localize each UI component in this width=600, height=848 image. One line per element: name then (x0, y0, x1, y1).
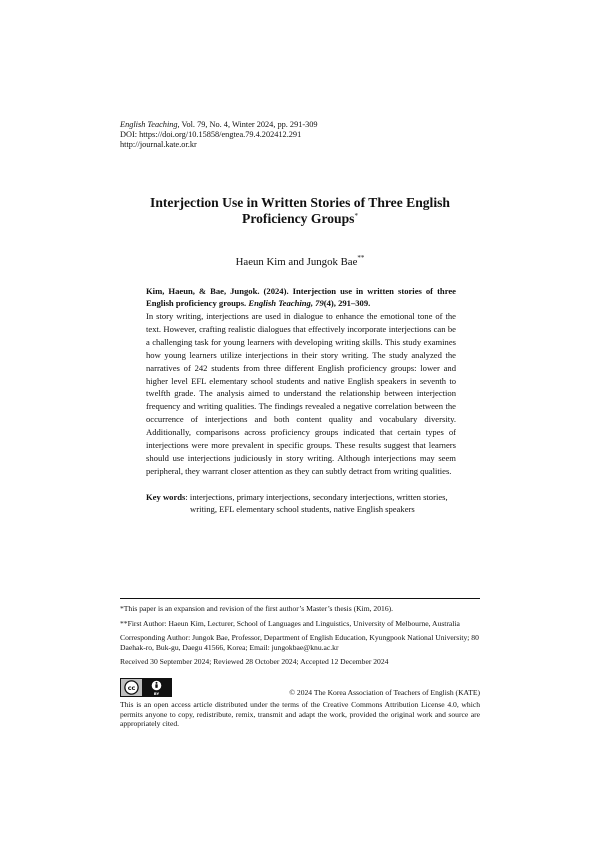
author-names: Haeun Kim and Jungok Bae (235, 256, 358, 268)
copyright-notice: © 2024 The Korea Association of Teachers of English (KATE) (289, 688, 480, 697)
journal-issue: , Vol. 79, No. 4, Winter 2024, pp. 291-309 (177, 120, 318, 129)
license-row (120, 678, 480, 698)
keywords-line-2: writing, EFL elementary school students, native English speakers (190, 504, 415, 515)
title-line-1: Interjection Use in Written Stories of Three English (150, 195, 450, 210)
footnote-corresponding-author: Corresponding Author: Jungok Bae, Professor, Department of English Education, Kyungpook National University; 80 Daehak-ro, Buk-gu, Daegu 41566, Korea; Email: jungokbae@knu.ac.kr (120, 633, 479, 652)
cc-logo-icon (121, 679, 142, 696)
recommended-citation (146, 285, 456, 310)
abstract-text: In story writing, interjections are used in dialogue to enhance the emotional tone of the text. However, crafting realistic dialogues that effectively incorporate interjections can be a challenging task for young learners with developing writing skills. This study examines how young learners utilize interjections in their story writing. The study analyzed the narratives of 242 students from three different English proficiency groups: lower and higher level EFL elementary school students and native English speakers in seventh to twelfth grade. The analysis aimed to understand the relationship between interjection frequency and writing qualities. The findings revealed a negative correlation between the occurrence of interjections and both content quality and vocabulary diversity. Additionally, comparisons across proficiency groups indicated that certain types of interjections were more prevalent in specific groups. These results suggest that learners should use interjections judiciously in story writing. Although interjections may seem peripheral, they warrant closer attention as they can subtly detract from writing qualities. (146, 311, 456, 476)
license-statement: This is an open access article distributed under the terms of the Creative Commons Attribution License 4.0, which permits anyone to copy, redistribute, remix, transmit and adapt the work, provided the original work and source are appropriately cited. (120, 700, 480, 729)
author-line (120, 256, 480, 268)
attribution-person-icon (142, 679, 171, 696)
keywords (146, 491, 456, 516)
by-label: BY (153, 692, 160, 696)
author-footnote-mark: ** (357, 254, 365, 262)
keywords-label: Key words (146, 492, 186, 502)
cc-logo-text: cc (127, 684, 136, 692)
keywords-line-1: : interjections, primary interjections, secondary interjections, written stories, (185, 492, 448, 502)
cc-by-badge (120, 678, 172, 697)
title-line-2-text: Proficiency Groups (242, 210, 355, 226)
citation-journal: English Teaching, 79 (248, 298, 324, 309)
journal-citation-line (120, 120, 480, 130)
title-line-2 (120, 211, 480, 227)
footnote-first-author: **First Author: Haeun Kim, Lecturer, School of Languages and Linguistics, University of Melbourne, Australia (120, 618, 460, 628)
citation-suffix: (4), 291–309. (323, 298, 371, 309)
citation-prefix: Kim, Haeun, & Bae, Jungok. (2024). Interjection use in written stories of three English proficiency groups. (146, 286, 456, 309)
footnote-divider (120, 598, 480, 599)
journal-header (120, 120, 480, 151)
cc-badge-left (121, 679, 142, 696)
journal-url: http://journal.kate.or.kr (120, 140, 197, 150)
footnote-dates: Received 30 September 2024; Reviewed 28 October 2024; Accepted 12 December 2024 (120, 657, 389, 667)
article-title (120, 195, 480, 226)
footnote-thesis: *This paper is an expansion and revision of the first author’s Master’s thesis (Kim, 2016). (120, 604, 394, 613)
title-footnote-mark: * (354, 211, 358, 220)
doi-line: DOI: https://doi.org/10.15858/engtea.79.4.202412.291 (120, 130, 302, 140)
cc-badge-right (142, 679, 171, 696)
footnotes (120, 604, 480, 672)
journal-name: English Teaching (120, 120, 178, 129)
